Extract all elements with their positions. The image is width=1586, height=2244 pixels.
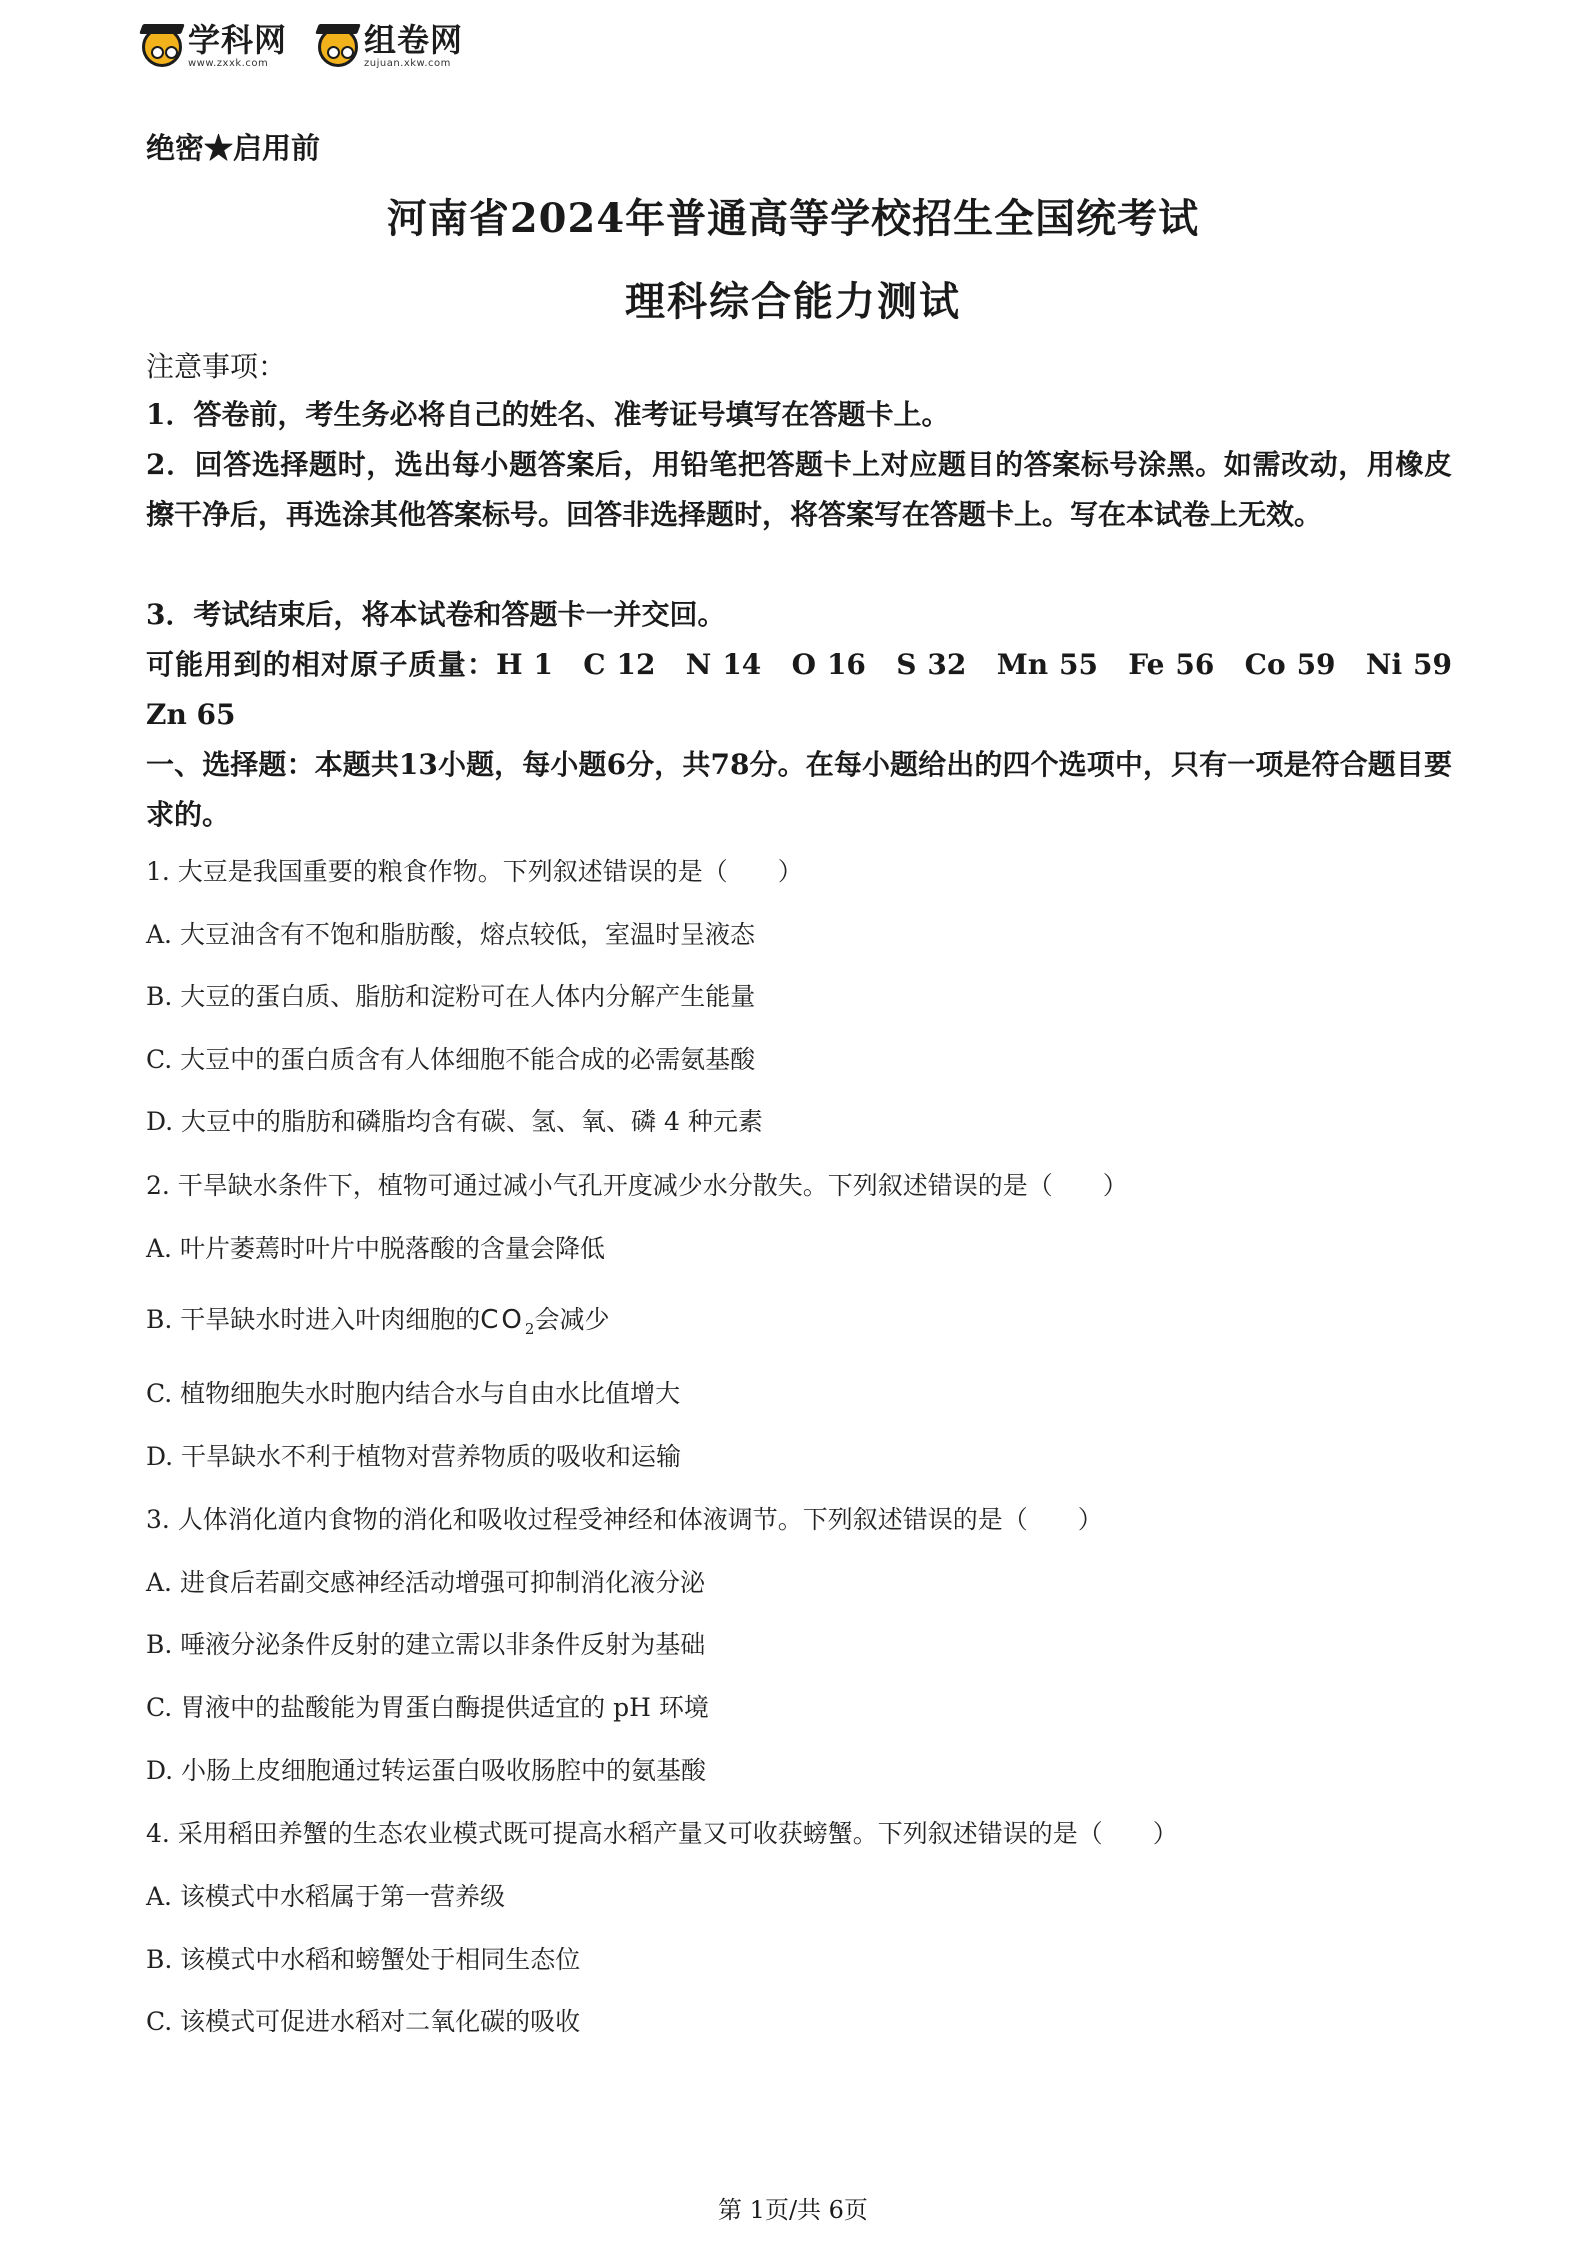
exam-subtitle: 理科综合能力测试 [625, 278, 961, 325]
notice-item: 1．答卷前，考生务必将自己的姓名、准考证号填写在答题卡上。 [146, 398, 950, 431]
question-option: A. 进食后若副交感神经活动增强可抑制消化液分泌 [146, 1568, 705, 1597]
logo-name: 学科网 [188, 21, 288, 59]
graduation-cap-icon [318, 27, 358, 67]
notice-item: 3．考试结束后，将本试卷和答题卡一并交回。 [146, 598, 726, 631]
question-stem: 3. 人体消化道内食物的消化和吸收过程受神经和体液调节。下列叙述错误的是（ ） [146, 1505, 1103, 1534]
question-stem: 4. 采用稻田养蟹的生态农业模式既可提高水稻产量又可收获螃蟹。下列叙述错误的是（ ） [146, 1819, 1178, 1848]
question-option: A. 该模式中水稻属于第一营养级 [146, 1882, 505, 1911]
logo-url: zujuan.xkw.com [364, 58, 451, 69]
notice-heading: 注意事项： [146, 350, 287, 383]
question-option: D. 大豆中的脂肪和磷脂均含有碳、氢、氧、磷 4 种元素 [146, 1107, 763, 1136]
question-stem: 1. 大豆是我国重要的粮食作物。下列叙述错误的是（ ） [146, 857, 803, 886]
graduation-cap-icon [142, 27, 182, 67]
atomic-masses: 可能用到的相对原子质量：H 1 C 12 N 14 O 16 S 32 Mn 55 Fe 56 Co 59 Ni 59 Zn 65 [146, 648, 1481, 731]
question-option: B. 该模式中水稻和螃蟹处于相同生态位 [146, 1945, 581, 1974]
co2-subscript: 2 [524, 1320, 535, 1338]
question-option: D. 干旱缺水不利于植物对营养物质的吸收和运输 [146, 1442, 682, 1471]
section-heading: 一、选择题：本题共13小题，每小题6分，共78分。在每小题给出的四个选项中，只有一项是符合题目要求的。 [146, 748, 1452, 831]
question-option: A. 大豆油含有不饱和脂肪酸，熔点较低，室温时呈液态 [146, 920, 755, 949]
zujuanwang-logo [318, 21, 464, 69]
notice-item: 2．回答选择题时，选出每小题答案后，用铅笔把答题卡上对应题目的答案标号涂黑。如需改动，用橡皮擦干净后，再选涂其他答案标号。回答非选择题时，将答案写在答题卡上。写在本试卷上无效。 [146, 448, 1452, 531]
question-option: B. 大豆的蛋白质、脂肪和淀粉可在人体内分解产生能量 [146, 982, 756, 1011]
question-option [146, 1300, 609, 1338]
question-option: A. 叶片萎蔫时叶片中脱落酸的含量会降低 [146, 1234, 605, 1263]
question-option: D. 小肠上皮细胞通过转运蛋白吸收肠腔中的氨基酸 [146, 1756, 707, 1785]
exam-title: 河南省2024年普通高等学校招生全国统考试 [386, 195, 1200, 242]
question-option: C. 植物细胞失水时胞内结合水与自由水比值增大 [146, 1379, 681, 1408]
question-option: C. 大豆中的蛋白质含有人体细胞不能合成的必需氨基酸 [146, 1045, 756, 1074]
question-option: C. 该模式可促进水稻对二氧化碳的吸收 [146, 2007, 581, 2036]
option-tail: 会减少 [534, 1305, 610, 1334]
question-stem: 2. 干旱缺水条件下，植物可通过减小气孔开度减少水分散失。下列叙述错误的是（ ） [146, 1171, 1128, 1200]
page-footer: 第 1页/共 6页 [718, 2196, 868, 2224]
co2-formula: CO [480, 1305, 525, 1335]
logo-name: 组卷网 [364, 21, 464, 59]
xuekewang-logo [142, 21, 288, 69]
secret-mark: 绝密★启用前 [146, 131, 321, 165]
question-option: C. 胃液中的盐酸能为胃蛋白酶提供适宜的 pH 环境 [146, 1693, 709, 1722]
option-text: B. 干旱缺水时进入叶肉细胞的 [146, 1305, 481, 1334]
question-option: B. 唾液分泌条件反射的建立需以非条件反射为基础 [146, 1630, 706, 1659]
logo-url: www.zxxk.com [188, 58, 269, 69]
